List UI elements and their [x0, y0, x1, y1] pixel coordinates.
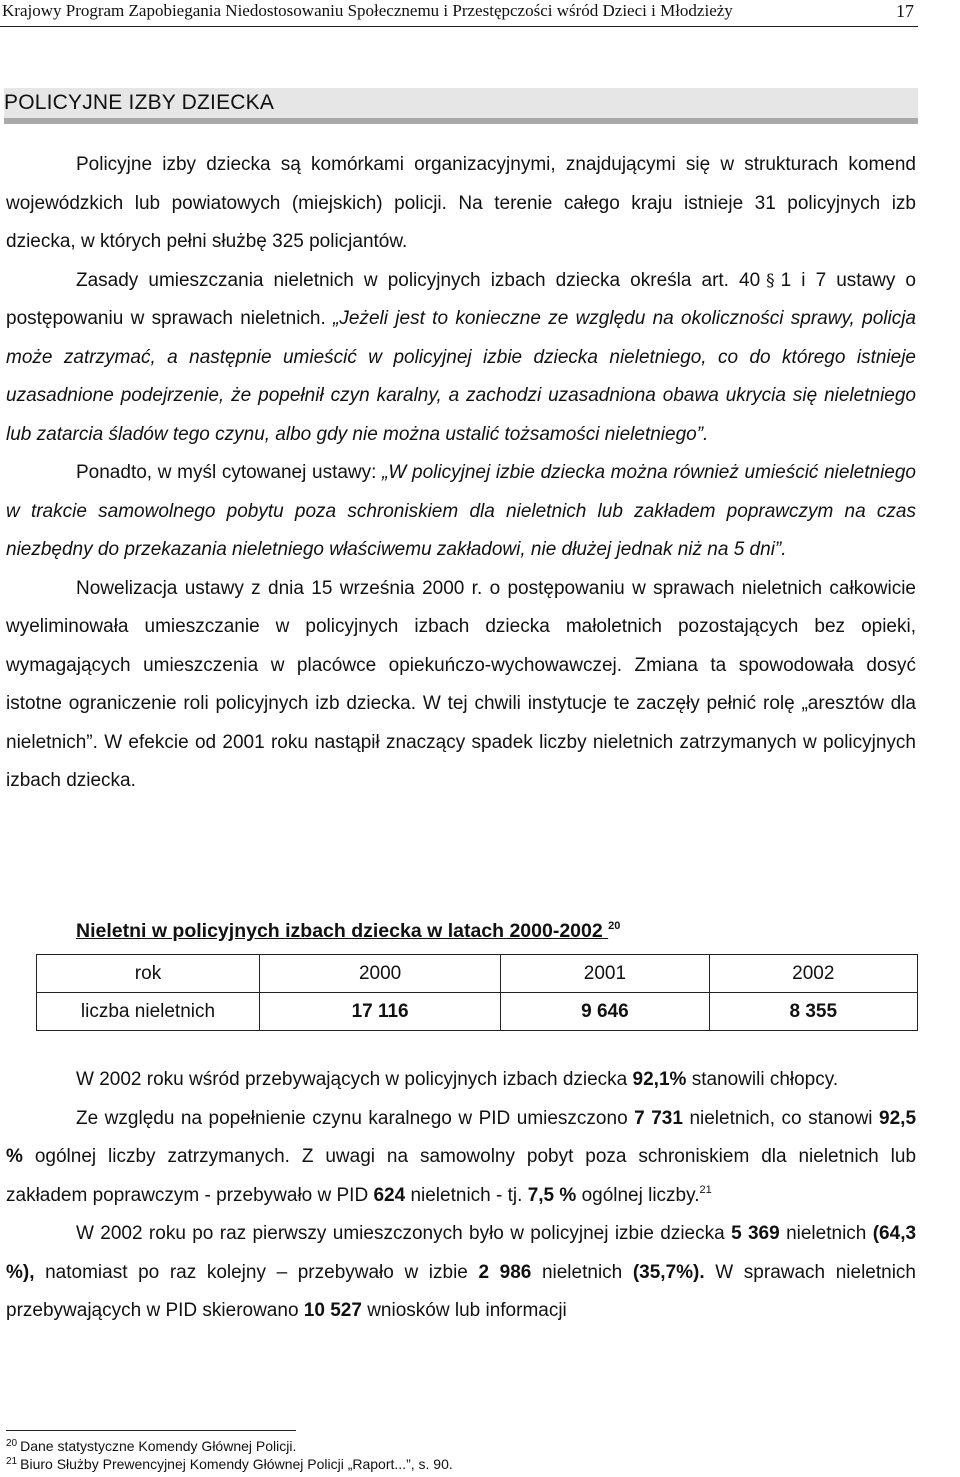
table-cell: 2002: [709, 955, 917, 993]
paragraph-4: Nowelizacja ustawy z dnia 15 września 2000 r. o postępowaniu w sprawach nieletnich całkowicie wyeliminowała umieszczanie w policyjnych izbach dziecka małoletnich pozostających bez opieki, wymagających umieszczenia w placówce opiekuńczo-wychowawczej. Zmiana ta spowodowała dosyć istotne ograniczenie roli policyjnych izb dziecka. W tej chwili instytucje te zaczęły pełnić rolę „aresztów dla nieletnich”. W efekcie od 2001 roku nastąpił znaczący spadek liczby nieletnich zatrzymanych w policyjnych izbach dziecka.: [6, 577, 916, 791]
page-number: 17: [896, 1, 914, 21]
paragraph-5: W 2002 roku wśród przebywających w policyjnych izbach dziecka 92,1% stanowili chłopcy.: [76, 1069, 839, 1090]
section-title: POLICYJNE IZBY DZIECKA: [4, 91, 275, 114]
table-cell: liczba nieletnich: [37, 993, 260, 1031]
header-title: Krajowy Program Zapobiegania Niedostosowaniu Społecznemu i Przestępczości wśród Dzieci i Młodzieży: [2, 1, 733, 20]
footnote-divider: [6, 1430, 296, 1431]
section-sign: §: [766, 270, 775, 291]
legal-quote: „W policyjnej izbie dziecka można również umieścić nieletniego w trakcie samowolnego pobytu poza schroniskiem dla nieletnich lub zakładem poprawczym na czas niezbędny do przekazania nieletniego właściwemu zakładowi, nie dłużej jednak niż na 5 dni”.: [6, 462, 916, 560]
footnote: $^{21}$ Biuro Służby Prewencyjnej Komendy Głównej Policji „Raport...”, s. 90.: [6, 1456, 453, 1472]
running-header: [0, 0, 918, 27]
paragraph-3: Ponadto, w myśl cytowanej ustawy: „W policyjnej izbie dziecka można również umieścić nieletniego w trakcie samowolnego pobytu poza schroniskiem dla nieletnich lub zakładem poprawczym na czas niezbędny do przekazania nieletniego właściwemu zakładowi, nie dłużej jednak niż na 5 dni”.: [6, 462, 916, 560]
body-text-2: [6, 1061, 916, 1331]
paragraph-6: Ze względu na popełnienie czynu karalnego w PID umieszczono 7 731 nieletnich, co stanowi 92,5 % ogólnej liczby zatrzymanych. Z uwagi na samowolny pobyt poza schroniskiem dla nieletnich lub zakładem poprawczym - przebywało w PID 624 nieletnich - tj. 7,5 % ogólnej liczby.$^{21}$: [6, 1107, 917, 1206]
footnote: $^{20}$ Dane statystyczne Komendy Głównej Policji.: [6, 1438, 297, 1454]
legal-quote: „Jeżeli jest to konieczne ze względu na okoliczności sprawy, policja może zatrzymać, a następnie umieścić w policyjnej izbie dziecka nieletniego, co do którego istnieje uzasadnione podejrzenie, że popełnił czyn karalny, a zachodzi uzasadniona obawa ukrycia się nieletniego lub zatarcia śladów tego czynu, albo gdy nie można ustalić tożsamości nieletniego”.: [6, 308, 917, 445]
table-cell: 17 116: [260, 993, 501, 1031]
table-cell: 2000: [260, 955, 501, 993]
table-cell: 8 355: [709, 993, 917, 1031]
table-row: [37, 955, 918, 993]
table-caption: Nieletni w policyjnych izbach dziecka w latach 2000-2002 $^{20}$: [76, 920, 621, 942]
table-cell: 2001: [501, 955, 709, 993]
footnotes: [6, 1437, 453, 1473]
footnote-ref: 21: [699, 1183, 712, 1196]
paragraph-7: W 2002 roku po raz pierwszy umieszczonych było w policyjnej izbie dziecka 5 369 nieletnich (64,3 %), natomiast po raz kolejny – przebywało w izbie 2 986 nieletnich (35,7%). W sprawach nieletnich przebywających w PID skierowano 10 527 wniosków lub informacji: [6, 1223, 917, 1321]
paragraph-1: Policyjne izby dziecka są komórkami organizacyjnymi, znajdującymi się w strukturach komend wojewódzkich lub powiatowych (miejskich) policji. Na terenie całego kraju istnieje 31 policyjnych izb dziecka, w których pełni służbę 325 policjantów.: [6, 154, 916, 252]
stats-table: [36, 954, 918, 1031]
table-cell: 9 646: [501, 993, 709, 1031]
body-text: [6, 146, 916, 801]
table-cell: rok: [37, 955, 260, 993]
table-row: [37, 993, 918, 1031]
paragraph-2: Zasady umieszczania nieletnich w policyjnych izbach dziecka określa art. 40 § 1 i 7 ustawy o postępowaniu w sprawach nieletnich. „Jeżeli jest to konieczne ze względu na okoliczności sprawy, policja może zatrzymać, a następnie umieścić w policyjnej izbie dziecka nieletniego, co do którego istnieje uzasadnione podejrzenie, że popełnił czyn karalny, a zachodzi uzasadniona obawa ukrycia się nieletniego lub zatarcia śladów tego czynu, albo gdy nie można ustalić tożsamości nieletniego”.: [6, 269, 917, 445]
